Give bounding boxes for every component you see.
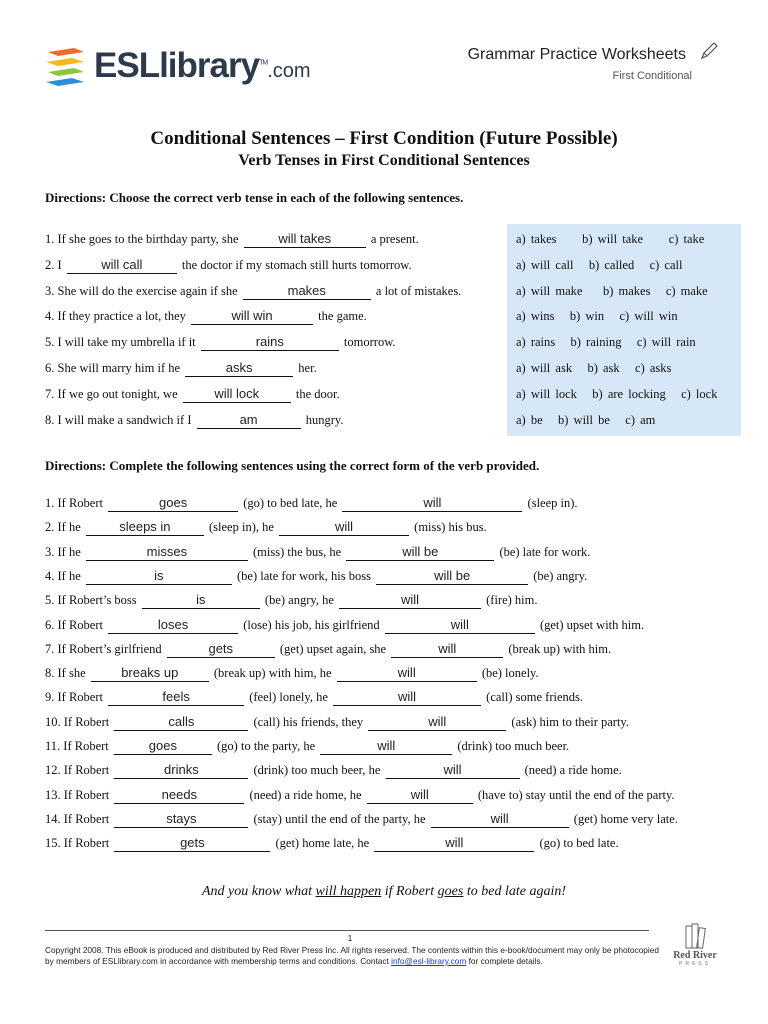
part2-sentence: 5. If Robert’s boss is (be) angry, he will (fire) him. [45,592,538,608]
answer-blank[interactable]: makes [243,284,371,300]
verb-blank[interactable]: breaks up [91,666,209,682]
part2-sentence: 8. If she breaks up (break up) with him, he will (be) lonely. [45,665,539,681]
book-stack-icon [44,44,88,88]
part2-sentence: 11. If Robert goes (go) to the party, he will (drink) too much beer. [45,738,570,753]
part2-sentence: 2. If he sleeps in (sleep in), he will (miss) his bus. [45,519,487,535]
part2-directions: Directions: Complete the following sentences using the correct form of the verb provided. [45,458,540,473]
verb-blank[interactable]: will [431,812,569,828]
part1-directions: Directions: Choose the correct verb tense in each of the following sentences. [45,190,464,205]
answer-blank[interactable]: will takes [244,232,366,248]
verb-blank[interactable]: gets [167,642,275,658]
page-title: Conditional Sentences – First Condition (Future Possible) [150,128,618,149]
answer-choices: a) be b) will be c) am [516,412,656,427]
part2-sentence: 3. If he misses (miss) the bus, he will be (be) late for work. [45,543,591,559]
worksheet-header [468,46,708,82]
pencil-icon [698,40,720,62]
part2-sentence: 12. If Robert drinks (drink) too much beer, he will (need) a ride home. [45,762,622,778]
part1-sentence: 7. If we go out tonight, we will lock the door. [45,385,340,401]
verb-blank[interactable]: will [386,763,520,779]
verb-blank[interactable]: stays [114,812,248,828]
verb-blank[interactable]: will [342,496,522,512]
answer-blank[interactable]: will win [191,309,313,325]
verb-blank[interactable]: will be [346,545,494,561]
part1-sentence: 2. I will call the doctor if my stomach still hurts tomorrow. [45,256,412,272]
part2-sentence: 9. If Robert feels (feel) lonely, he will (call) some friends. [45,689,583,705]
footer-divider [45,930,649,931]
answer-blank[interactable]: will lock [183,387,291,403]
page-number: 1 [347,934,353,943]
verb-blank[interactable]: needs [114,788,244,804]
answer-choices: a) will ask b) ask c) asks [516,361,672,375]
verb-blank[interactable]: calls [114,715,248,731]
books-icon [680,922,710,952]
part1-sentence: 6. She will marry him if he asks her. [45,360,317,375]
verb-blank[interactable]: will [385,618,535,634]
verb-blank[interactable]: will [367,788,473,804]
part2-sentence: 14. If Robert stays (stay) until the end of the party, he will (get) home very late. [45,810,678,826]
verb-blank[interactable]: will [391,642,503,658]
verb-blank[interactable]: feels [108,690,244,706]
worksheet-topic: First Conditional [612,70,692,82]
esl-library-logo [44,44,311,90]
answer-blank[interactable]: asks [185,361,293,377]
answer-choices: a) will call b) called c) call [516,257,683,272]
answer-blank[interactable]: rains [201,335,339,351]
part1-sentence: 3. She will do the exercise again if she makes a lot of mistakes. [45,282,462,298]
part2-sentence: 15. If Robert gets (get) home late, he will (go) to bed late. [45,835,619,851]
part2-sentence: 1. If Robert goes (go) to bed late, he will (sleep in). [45,495,578,510]
verb-blank[interactable]: misses [86,545,248,561]
contact-email-link[interactable]: info@esl-library.com [391,956,467,966]
verb-blank[interactable]: is [86,569,232,585]
part2-sentence: 6. If Robert loses (lose) his job, his girlfriend will (get) upset with him. [45,616,645,632]
verb-blank[interactable]: will [337,666,477,682]
closing-question: And you know what will happen if Robert goes to bed late again! [202,884,566,899]
part2-sentence: 7. If Robert’s girlfriend gets (get) upset again, she will (break up) with him. [45,640,612,656]
publisher-sub: PRESS [679,961,711,967]
verb-blank[interactable]: will be [376,569,528,585]
verb-blank[interactable]: sleeps in [86,520,204,536]
answer-blank[interactable]: will call [67,258,177,274]
verb-blank[interactable]: drinks [114,763,248,779]
verb-blank[interactable]: will [320,739,452,755]
verb-blank[interactable]: gets [114,836,270,852]
verb-blank[interactable]: loses [108,618,238,634]
copyright-notice: Copyright 2008. This eBook is produced and distributed by Red River Press Inc. All rights reserved. The contents within this e-book/document may only be photocopied by members of ESLlibrary.com in accordance with membership terms and conditions. Contact info@esl-library.com for complete details. [45,945,659,966]
verb-blank[interactable]: goes [114,739,212,755]
answer-choices: a) rains b) raining c) will rain [516,335,696,350]
verb-blank[interactable]: will [333,690,481,706]
answer-blank[interactable]: am [197,413,301,429]
publisher-name: Red River [673,950,717,961]
verb-blank[interactable]: goes [108,496,238,512]
part2-sentence: 13. If Robert needs (need) a ride home, he will (have to) stay until the end of the party. [45,786,675,802]
verb-blank[interactable]: will [374,836,534,852]
part2-sentence: 10. If Robert calls (call) his friends, they will (ask) him to their party. [45,713,629,729]
answer-choices: a) will make b) makes c) make [516,283,708,298]
verb-blank[interactable]: is [142,593,260,609]
part1-sentence: 8. I will make a sandwich if I am hungry. [45,411,344,427]
red-river-press-logo [665,922,725,972]
answer-choices: a) will lock b) are locking c) lock [516,386,718,401]
page-subtitle: Verb Tenses in First Conditional Sentences [238,152,530,169]
verb-blank[interactable]: will [279,520,409,536]
worksheet-type: Grammar Practice Worksheets [467,46,686,63]
answer-choices: a) takes b) will take c) take [516,232,705,246]
verb-blank[interactable]: will [339,593,481,609]
part2-sentence: 4. If he is (be) late for work, his boss will be (be) angry. [45,567,588,583]
verb-blank[interactable]: will [368,715,506,731]
part1-sentence: 5. I will take my umbrella if it rains tomorrow. [45,334,396,350]
part1-sentence: 4. If they practice a lot, they will win the game. [45,308,367,324]
part1-sentence: 1. If she goes to the birthday party, she will takes a present. [45,231,419,246]
logo-wordmark: ESLlibrary™.com [94,46,311,85]
answer-choices: a) wins b) win c) will win [516,309,678,324]
